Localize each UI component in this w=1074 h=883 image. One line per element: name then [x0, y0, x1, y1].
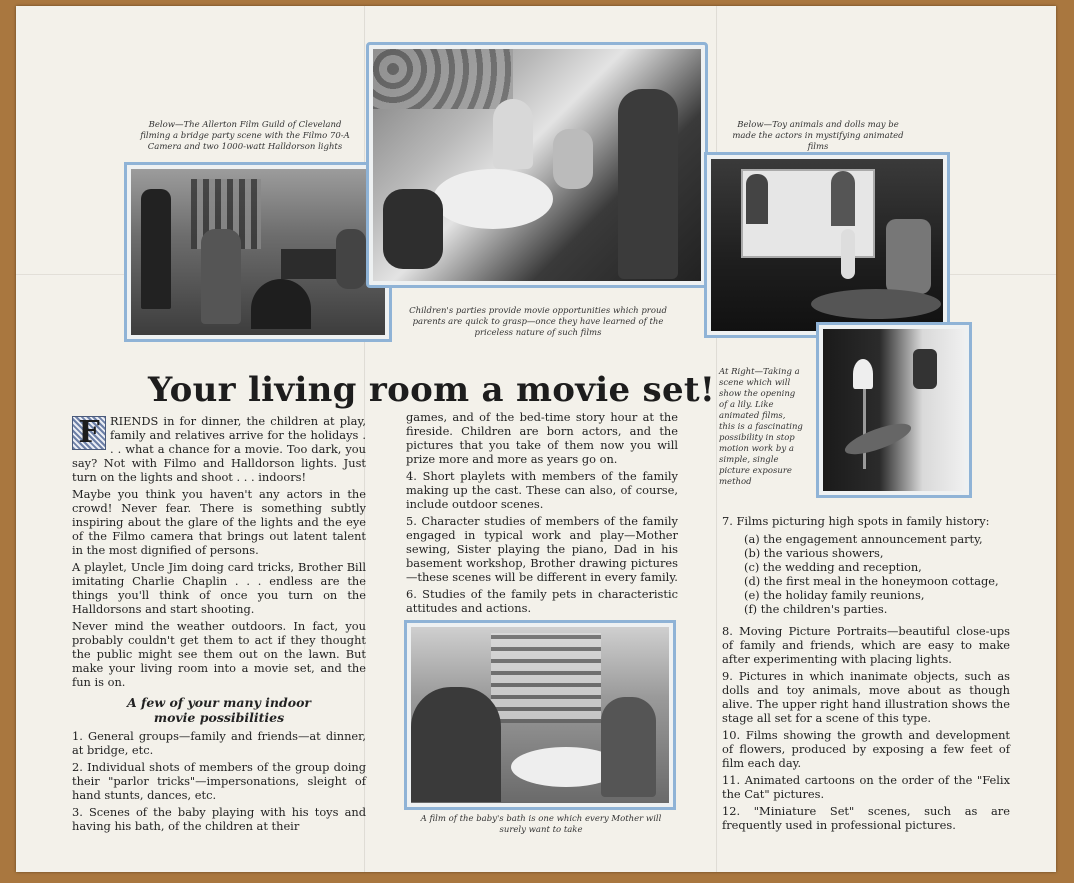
paragraph-children: games, and of the bed-time story hour at the fireside. Children are born actors, and the pictures that you take of them now you will prize more and more as years go on. — [406, 410, 678, 466]
list-item: (a) the engagement announcement party, — [744, 532, 983, 546]
page-title: Your living room a movie set! — [148, 370, 716, 410]
paragraph-playlet: A playlet, Uncle Jim doing card tricks, Brother Bill imitating Charlie Chaplin . . . endless are the things you'll think of once you turn on the Halldorsons and start shooting. — [72, 560, 366, 616]
list-item: (f) the children's parties. — [744, 602, 888, 616]
photo-bridge-party — [124, 162, 392, 342]
paragraph-weather: Never mind the weather outdoors. In fact, you probably couldn't get them to act if they thought the public might see them out on the lawn. But make your living room into a movie set, and the fun is on. — [72, 619, 366, 689]
possibility-4: 4. Short playlets with members of the family making up the cast. These can also, of course, include outdoor scenes. — [406, 469, 678, 511]
middle-column — [406, 410, 678, 618]
photo-lily — [816, 322, 972, 498]
possibility-2: 2. Individual shots of members of the group doing their "parlor tricks"—impersonations, sleight of hand stunts, dances, etc. — [72, 760, 366, 802]
caption-childrens-party: Children's parties provide movie opportunities which proud parents are quick to grasp—once they have learned of the priceless nature of such films — [409, 306, 667, 338]
intro-text: RIENDS in for dinner, the children at play, family and relatives arrive for the holidays . . . what a chance for a movie. Too dark, you say? Not with Filmo and Halldorson lights. Just turn on the lights and shoot . . . indoors! — [72, 414, 366, 484]
family-history-list — [744, 532, 1010, 616]
possibility-7: 7. Films picturing high spots in family history: — [722, 514, 990, 528]
possibility-6: 6. Studies of the family pets in characteristic attitudes and actions. — [406, 587, 678, 615]
intro-paragraph — [72, 414, 366, 484]
possibility-10: 10. Films showing the growth and development of flowers, produced by exposing a few feet of film each day. — [722, 728, 1010, 770]
photo-animation-stage — [704, 152, 950, 338]
possibility-1: 1. General groups—family and friends—at dinner, at bridge, etc. — [72, 729, 366, 757]
list-item: (e) the holiday family reunions, — [744, 588, 925, 602]
caption-lily: At Right—Taking a scene which will show the opening of a lily. Like animated films, this is a fascinating possibility in stop motion work by a simple, single picture exposure method — [719, 367, 803, 487]
left-column — [72, 414, 366, 836]
caption-toys: Below—Toy animals and dolls may be made the actors in mystifying animated films — [732, 120, 904, 152]
right-column — [722, 514, 1010, 835]
possibility-11: 11. Animated cartoons on the order of the "Felix the Cat" pictures. — [722, 773, 1010, 801]
possibility-3: 3. Scenes of the baby playing with his toys and having his bath, of the children at their — [72, 805, 366, 833]
caption-allerton: Below—The Allerton Film Guild of Cleveland filming a bridge party scene with the Filmo 70-A Camera and two 1000-watt Halldorson lights — [140, 120, 350, 152]
photo-childrens-party — [366, 42, 708, 288]
possibility-8: 8. Moving Picture Portraits—beautiful close-ups of family and friends, which are easy to make after experimenting with placing lights. — [722, 624, 1010, 666]
possibility-9: 9. Pictures in which inanimate objects, such as dolls and toy animals, move about as though alive. The upper right hand illustration shows the stage all set for a scene of this type. — [722, 669, 1010, 725]
paragraph-actors: Maybe you think you haven't any actors in the crowd! Never fear. There is something subtly inspiring about the glare of the lights and the eye of the Filmo camera that brings out latent talent in the most dignified of persons. — [72, 487, 366, 557]
possibility-12: 12. "Miniature Set" scenes, such as are frequently used in professional pictures. — [722, 804, 1010, 832]
fold-line-right — [716, 6, 718, 872]
drop-cap: F — [72, 416, 106, 450]
possibility-5: 5. Character studies of members of the family engaged in typical work and play—Mother sewing, Sister playing the piano, Dad in his basement workshop, Brother drawing pictures—these scenes will be different in every family. — [406, 514, 678, 584]
possibilities-heading: A few of your many indoor movie possibilities — [126, 695, 312, 725]
photo-baby-bath — [404, 620, 676, 810]
caption-baby-bath: A film of the baby's bath is one which every Mother will surely want to take — [420, 814, 662, 835]
list-item: (b) the various showers, — [744, 546, 884, 560]
list-item: (d) the first meal in the honeymoon cottage, — [744, 574, 999, 588]
brochure-sheet — [16, 6, 1056, 872]
list-item: (c) the wedding and reception, — [744, 560, 922, 574]
